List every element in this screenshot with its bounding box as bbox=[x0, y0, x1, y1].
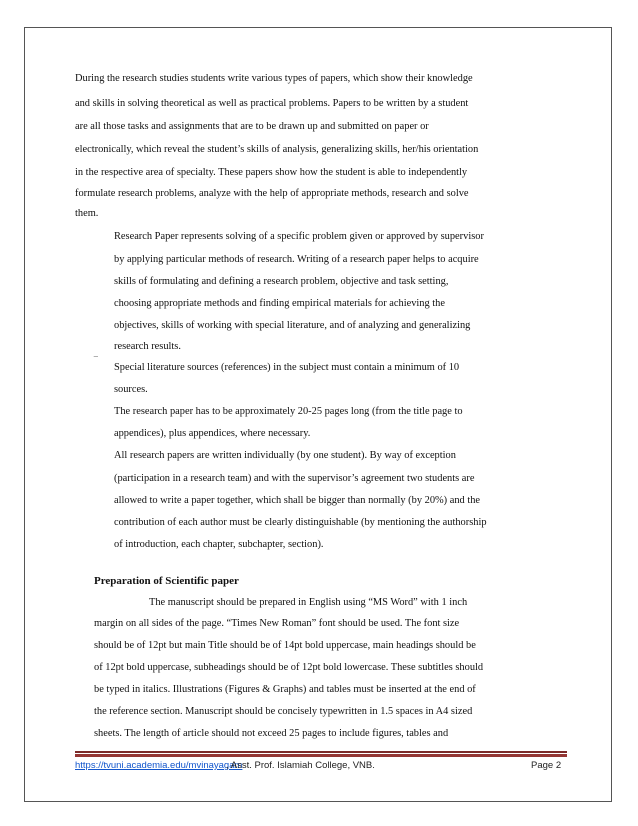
section-heading: Preparation of Scientific paper bbox=[94, 575, 239, 587]
bullet-line: allowed to write a paper together, which shall be bigger than normally (by 20%) and the bbox=[114, 495, 481, 506]
section-line: should be of 12pt but main Title should be of 14pt bold uppercase, main headings should be bbox=[94, 640, 476, 651]
intro-line: During the research studies students write various types of papers, which show their knowledge bbox=[75, 73, 473, 84]
section-line: be typed in italics. Illustrations (Figures & Graphs) and tables must be inserted at the end of bbox=[94, 684, 476, 695]
bullet-line: sources. bbox=[114, 384, 148, 395]
section-line: of 12pt bold uppercase, subheadings should be of 12pt bold lowercase. These subtitles should bbox=[94, 662, 484, 673]
bullet-line: (participation in a research team) and with the supervisor’s agreement two students are bbox=[114, 473, 475, 484]
section-line: The manuscript should be prepared in English using “MS Word” with 1 inch bbox=[149, 597, 468, 608]
bullet-line: contribution of each author must be clearly distinguishable (by mentioning the authorship bbox=[114, 517, 487, 528]
bullet-line: objectives, skills of working with special literature, and of analyzing and generalizing bbox=[114, 320, 471, 331]
bullet-line: Special literature sources (references) in the subject must contain a minimum of 10 bbox=[114, 362, 460, 373]
page-number: Page 2 bbox=[531, 760, 562, 771]
intro-line: electronically, which reveal the student’s skills of analysis, generalizing skills, her/his orientation bbox=[75, 144, 479, 155]
bullet-line: by applying particular methods of research. Writing of a research paper helps to acquire bbox=[114, 254, 479, 265]
section-line: margin on all sides of the page. “Times New Roman” font should be used. The font size bbox=[94, 618, 460, 629]
bullet-line: All research papers are written individually (by one student). By way of exception bbox=[114, 450, 456, 461]
footer-affiliation: , Asst. Prof. Islamiah College, VNB. bbox=[226, 760, 375, 771]
bullet-line: Research Paper represents solving of a specific problem given or approved by supervisor bbox=[114, 231, 484, 242]
bullet-marker: ‾ bbox=[94, 356, 98, 368]
section-line: the reference section. Manuscript should be concisely typewritten in 1.5 spaces in A4 sized bbox=[94, 706, 473, 717]
bullet-line: research results. bbox=[114, 341, 181, 352]
intro-line: formulate research problems, analyze with the help of appropriate methods, research and solve bbox=[75, 188, 469, 199]
footer-rule bbox=[75, 751, 567, 753]
bullet-line: choosing appropriate methods and finding empirical materials for achieving the bbox=[114, 298, 445, 309]
footer-rule-thick bbox=[75, 754, 567, 757]
bullet-line: appendices), plus appendices, where necessary. bbox=[114, 428, 311, 439]
intro-line: and skills in solving theoretical as well as practical problems. Papers to be written by a student bbox=[75, 98, 469, 109]
intro-line: are all those tasks and assignments that are to be drawn up and submitted on paper or bbox=[75, 121, 429, 132]
bullet-line: skills of formulating and defining a research problem, objective and task setting, bbox=[114, 276, 449, 287]
intro-line: in the respective area of specialty. These papers show how the student is able to independently bbox=[75, 167, 468, 178]
bullet-line: of introduction, each chapter, subchapter, section). bbox=[114, 539, 324, 550]
bullet-line: The research paper has to be approximately 20-25 pages long (from the title page to bbox=[114, 406, 463, 417]
section-line: sheets. The length of article should not exceed 25 pages to include figures, tables and bbox=[94, 728, 449, 739]
intro-line: them. bbox=[75, 208, 99, 219]
footer-author-link[interactable]: https://tvuni.academia.edu/mvinayagam bbox=[75, 760, 243, 771]
